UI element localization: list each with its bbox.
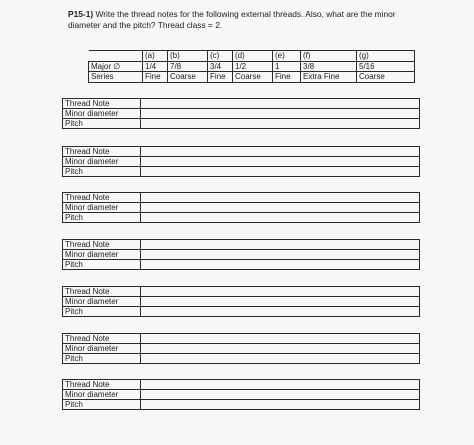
- spec-row-label: Major ∅: [89, 61, 143, 72]
- spec-cell: Coarse: [357, 72, 415, 83]
- answer-label: Pitch: [63, 213, 141, 223]
- answer-blank-field[interactable]: [141, 344, 420, 354]
- answer-row-pitch: [63, 260, 420, 270]
- spec-cell: 3/4: [208, 61, 233, 72]
- thread-spec-table: [88, 50, 415, 83]
- answer-table-f: [62, 333, 420, 364]
- answer-blank-field[interactable]: [141, 250, 420, 260]
- spec-header-e: (e): [273, 51, 301, 62]
- answer-row-pitch: [63, 354, 420, 364]
- answer-row-minor-diameter: [63, 109, 420, 119]
- spec-header-f: (f): [301, 51, 357, 62]
- answer-blank-field[interactable]: [141, 203, 420, 213]
- answer-blank-field[interactable]: [141, 400, 420, 410]
- spec-row-label: Series: [89, 72, 143, 83]
- answer-blank-field[interactable]: [141, 380, 420, 390]
- spec-cell: 5/16: [357, 61, 415, 72]
- answer-blank-field[interactable]: [141, 193, 420, 203]
- answer-label: Pitch: [63, 119, 141, 129]
- answer-table-e: [62, 286, 420, 317]
- answer-blank-field[interactable]: [141, 354, 420, 364]
- spec-cell: Fine: [273, 72, 301, 83]
- spec-header-g: (g): [357, 51, 415, 62]
- spec-cell: Coarse: [233, 72, 273, 83]
- answer-label: Pitch: [63, 260, 141, 270]
- answer-label: Minor diameter: [63, 203, 141, 213]
- answer-blank-field[interactable]: [141, 240, 420, 250]
- answer-label: Minor diameter: [63, 250, 141, 260]
- answer-label: Pitch: [63, 307, 141, 317]
- answer-row-pitch: [63, 167, 420, 177]
- spec-header-blank: [89, 51, 143, 62]
- problem-text-line-1: Write the thread notes for the following external threads. Also, what are the minor: [95, 9, 396, 19]
- spec-cell: 7/8: [168, 61, 208, 72]
- answer-row-minor-diameter: [63, 297, 420, 307]
- answer-blank-field[interactable]: [141, 167, 420, 177]
- answer-blank-field[interactable]: [141, 109, 420, 119]
- answer-row-minor-diameter: [63, 203, 420, 213]
- answer-row-thread-note: [63, 380, 420, 390]
- answer-blank-field[interactable]: [141, 307, 420, 317]
- answer-label: Thread Note: [63, 240, 141, 250]
- spec-header-a: (a): [143, 51, 168, 62]
- problem-number: P15-1): [68, 9, 94, 19]
- answer-row-minor-diameter: [63, 157, 420, 167]
- answer-label: Thread Note: [63, 287, 141, 297]
- answer-table-a: [62, 98, 420, 129]
- answer-blank-field[interactable]: [141, 260, 420, 270]
- spec-header-b: (b): [168, 51, 208, 62]
- answer-blank-field[interactable]: [141, 119, 420, 129]
- answer-blank-field[interactable]: [141, 287, 420, 297]
- answer-blank-field[interactable]: [141, 99, 420, 109]
- answer-table-g: [62, 379, 420, 410]
- answer-row-thread-note: [63, 334, 420, 344]
- spec-cell: Fine: [143, 72, 168, 83]
- spec-cell: 1/4: [143, 61, 168, 72]
- spec-cell: 3/8: [301, 61, 357, 72]
- answer-blank-field[interactable]: [141, 390, 420, 400]
- answer-row-thread-note: [63, 287, 420, 297]
- spec-row-major-diameter: [89, 61, 415, 72]
- answer-blank-field[interactable]: [141, 147, 420, 157]
- answer-row-thread-note: [63, 193, 420, 203]
- spec-cell: 1: [273, 61, 301, 72]
- answer-label: Pitch: [63, 167, 141, 177]
- spec-cell: Extra Fine: [301, 72, 357, 83]
- answer-label: Thread Note: [63, 193, 141, 203]
- answer-row-pitch: [63, 119, 420, 129]
- answer-row-thread-note: [63, 147, 420, 157]
- spec-header-d: (d): [233, 51, 273, 62]
- answer-row-minor-diameter: [63, 390, 420, 400]
- spec-row-series: [89, 72, 415, 83]
- answer-table-d: [62, 239, 420, 270]
- answer-label: Minor diameter: [63, 297, 141, 307]
- answer-row-minor-diameter: [63, 344, 420, 354]
- problem-text-line-2: diameter and the pitch? Thread class = 2.: [68, 20, 223, 30]
- answer-label: Minor diameter: [63, 344, 141, 354]
- answer-row-pitch: [63, 307, 420, 317]
- spec-header-c: (c): [208, 51, 233, 62]
- answer-row-pitch: [63, 400, 420, 410]
- answer-row-minor-diameter: [63, 250, 420, 260]
- answer-label: Minor diameter: [63, 157, 141, 167]
- problem-statement: [68, 9, 468, 31]
- answer-table-b: [62, 146, 420, 177]
- answer-row-pitch: [63, 213, 420, 223]
- answer-table-c: [62, 192, 420, 223]
- answer-blank-field[interactable]: [141, 334, 420, 344]
- answer-blank-field[interactable]: [141, 157, 420, 167]
- answer-row-thread-note: [63, 240, 420, 250]
- spec-cell: Coarse: [168, 72, 208, 83]
- answer-label: Thread Note: [63, 380, 141, 390]
- answer-label: Pitch: [63, 354, 141, 364]
- answer-label: Thread Note: [63, 147, 141, 157]
- answer-blank-field[interactable]: [141, 297, 420, 307]
- answer-label: Minor diameter: [63, 390, 141, 400]
- answer-label: Pitch: [63, 400, 141, 410]
- answer-label: Thread Note: [63, 334, 141, 344]
- answer-label: Thread Note: [63, 99, 141, 109]
- spec-cell: Fine: [208, 72, 233, 83]
- answer-row-thread-note: [63, 99, 420, 109]
- answer-label: Minor diameter: [63, 109, 141, 119]
- answer-blank-field[interactable]: [141, 213, 420, 223]
- spec-header-row: [89, 51, 415, 62]
- spec-cell: 1/2: [233, 61, 273, 72]
